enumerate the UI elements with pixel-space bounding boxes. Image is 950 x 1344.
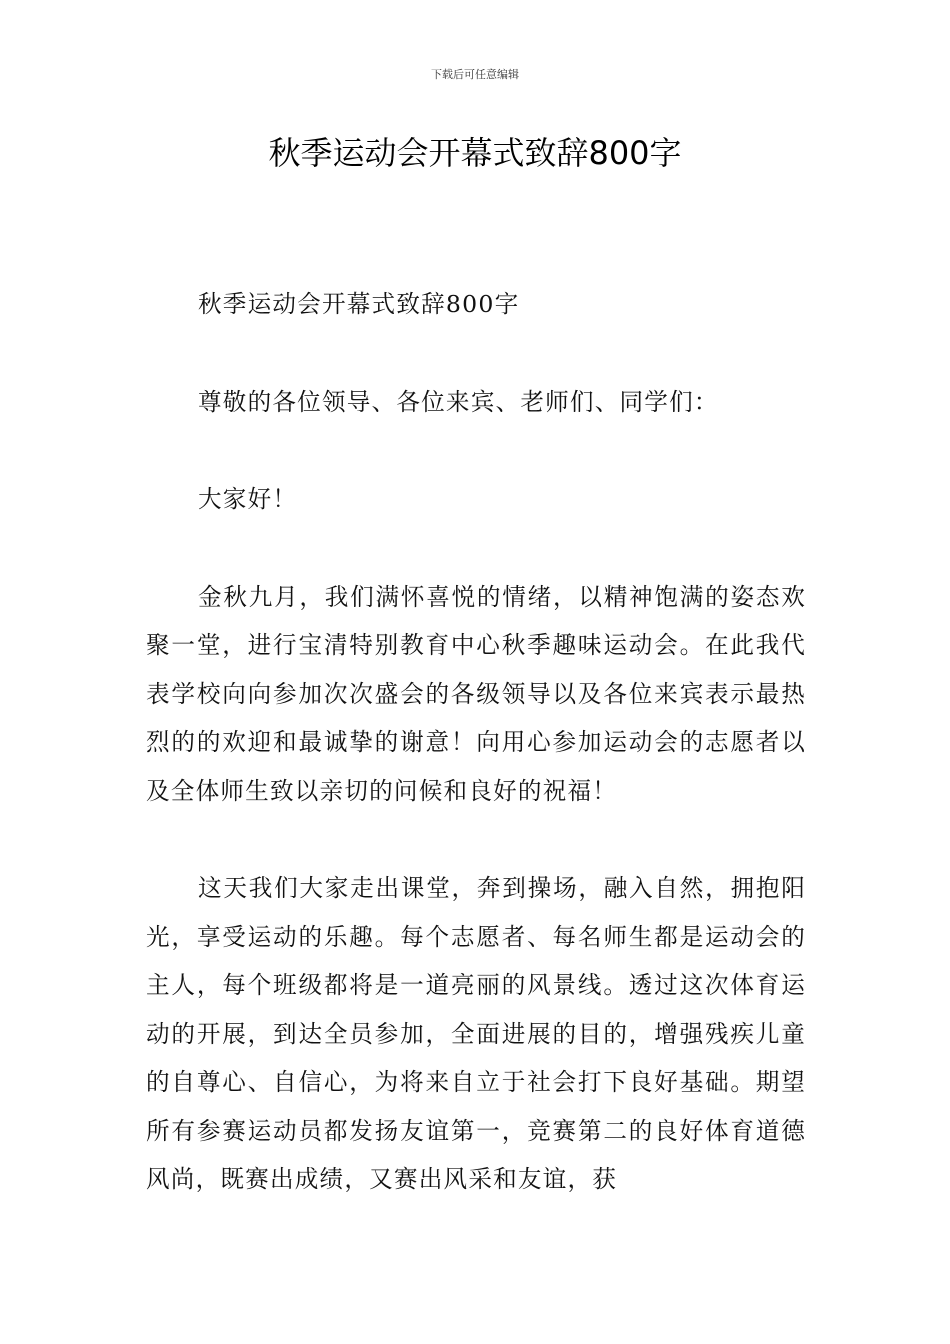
document-title: 秋季运动会开幕式致辞800字 [268,134,682,172]
header-note: 下载后可任意编辑 [431,68,519,81]
paragraph-salutation: 尊敬的各位领导、各位来宾、老师们、同学们： [198,387,719,416]
document-body [146,280,806,1204]
paragraph-greeting: 大家好！ [198,485,298,513]
paragraph-activity: 这天我们大家走出课堂，奔到操场，融入自然，拥抱阳光，享受运动的乐趣。每个志愿者、每名师生都是运动会的主人，每个班级都将是一道亮丽的风景线。透过这次体育运动的开展，到达全员参加，全面进展的目的，增强残疾儿童的自尊心、自信心，为将来自立于社会打下良好基础。期望所有参赛运动员都发扬友谊第一，竞赛第二的良好体育道德风尚，既赛出成绩，又赛出风采和友谊，获 [146,874,806,1193]
paragraph-subtitle: 秋季运动会开幕式致辞800字 [198,290,520,318]
paragraph-welcome: 金秋九月，我们满怀喜悦的情绪，以精神饱满的姿态欢聚一堂，进行宝清特别教育中心秋季趣味运动会。在此我代表学校向向参加次次盛会的各级领导以及各位来宾表示最热烈的的欢迎和最诚挚的谢意！向用心参加运动会的志愿者以及全体师生致以亲切的问候和良好的祝福！ [146,582,806,805]
